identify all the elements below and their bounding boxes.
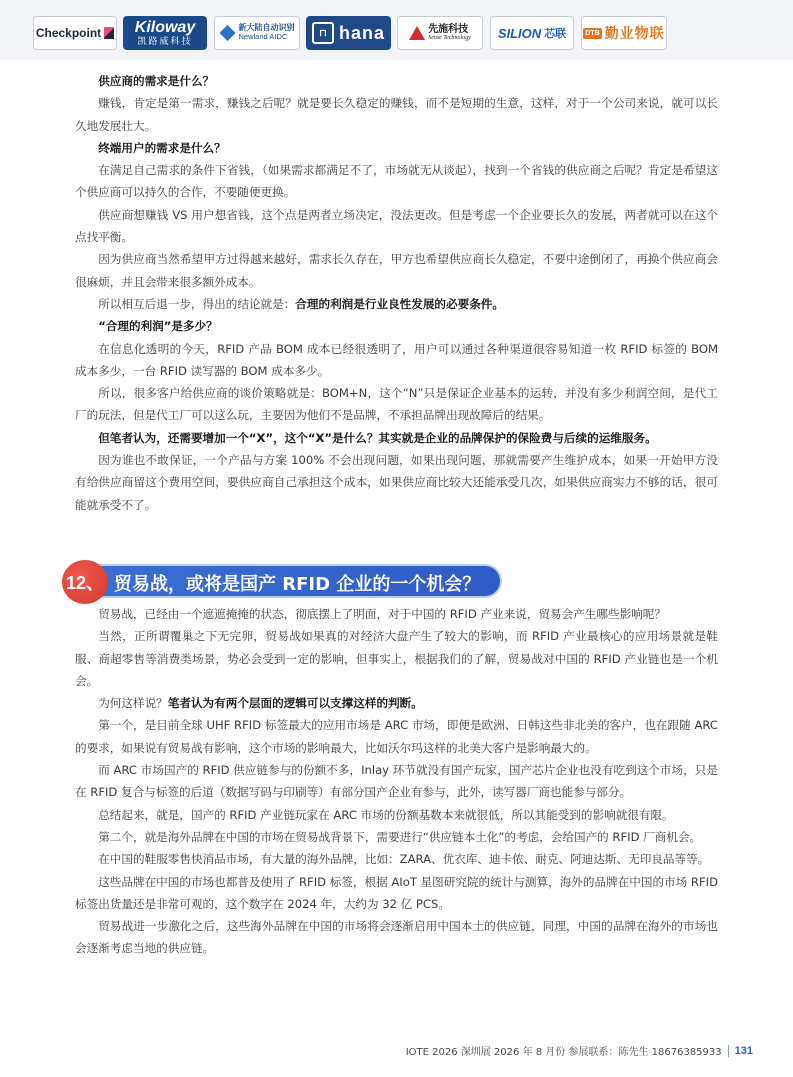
paragraph-text: 当然，正所谓覆巢之下无完卵，贸易战如果真的对经济大盘产生了较大的影响，而 RFID 产业最核心的应用场景就是鞋服、商超零售等消费类场景，势必会受到一定的影响，但事实上，根据我们的了解，贸易战对中国的 RFID 产业链也是一个机会。: [75, 629, 718, 688]
subheading: “合理的利润”是多少？: [98, 319, 218, 334]
article-body-lower: [75, 603, 718, 960]
section-number: 12、: [62, 560, 108, 604]
subheading: 终端用户的需求是什么？: [98, 140, 226, 155]
silion-logo-cn: 芯联: [544, 28, 567, 40]
dtb-logo[interactable]: [581, 16, 667, 50]
paragraph-text: 这些品牌在中国的市场也都普及使用了 RFID 标签，根据 AIoT 星图研究院的统计与测算，海外的品牌在中国的市场 RFID 标签出货量还是非常可观的，这个数字在 2024 年，大约为 32 亿 PCS。: [75, 874, 719, 911]
hana-logo[interactable]: [306, 16, 391, 50]
paragraph: [75, 248, 718, 293]
paragraph: [75, 92, 718, 137]
silion-logo[interactable]: [490, 16, 574, 50]
paragraph: [75, 714, 718, 759]
footer-exhibition-info: IOTE 2026 深圳展 2026 年 8 月份 参展联系：陈先生 18676385933: [405, 1047, 722, 1058]
newland-mark-icon: [220, 25, 236, 41]
dtb-logo-cn: 勤业物联: [604, 26, 665, 42]
paragraph-text: 总结起来，就是，国产的 RFID 产业链玩家在 ARC 市场的份额基数本来就很低，所以其能受到的影响就很有限。: [98, 807, 674, 822]
paragraph: [75, 625, 718, 692]
hana-logo-text: hana: [338, 22, 385, 43]
paragraph: [75, 804, 718, 826]
checkpoint-logo-text: Checkpoint: [35, 26, 102, 40]
newland-logo[interactable]: [214, 16, 300, 50]
subheading: 但笔者认为，还需要增加一个“X”，这个“X”是什么？其实就是企业的品牌保护的保险费与后续的运维服务。: [98, 430, 657, 445]
paragraph-text: 第二个，就是海外品牌在中国的市场在贸易战背景下，需要进行“供应链本土化”的考虑，会给国产的 RFID 厂商机会。: [98, 829, 702, 844]
paragraph-text: 在中国的鞋服零售快消品市场，有大量的海外品牌，比如：ZARA、优衣库、迪卡侬、耐克、阿迪达斯、无印良品等等。: [98, 852, 710, 867]
newland-logo-en: Newland AIDC: [238, 32, 288, 42]
checkpoint-mark-icon: [104, 27, 114, 39]
paragraph: [75, 603, 718, 625]
paragraph: [75, 204, 718, 249]
paragraph-text: 贸易战进一步激化之后，这些海外品牌在中国的市场将会逐渐启用中国本土的供应链，同理，中国的品牌在海外的市场也会逐渐考虑当地的供应链。: [75, 919, 718, 956]
paragraph: [75, 382, 718, 427]
page-number: 131: [734, 1044, 753, 1057]
page-footer: [406, 1043, 753, 1058]
paragraph-text: 所以，很多客户给供应商的谈价策略就是：BOM+N，这个“N”只是保证企业基本的运转，并没有多少利润空间，是代工厂的玩法，但是代工厂可以这么玩，主要因为他们不是品牌，不承担品牌出现故障后的结果。: [75, 386, 718, 423]
paragraph: [75, 692, 718, 714]
hana-mark-icon: ⊓: [312, 22, 334, 44]
paragraph-text: 供应商想赚钱 VS 用户想省钱，这个点是两者立场决定，没法更改。但是考虑一个企业要长久的发展，两者就可以在这个点找平衡。: [75, 207, 718, 245]
paragraph: [75, 338, 718, 383]
paragraph-text: 在信息化透明的今天，RFID 产品 BOM 成本已经很透明了，用户可以通过各种渠道很容易知道一枚 RFID 标签的 BOM 成本多少，一台 RFID 读写器的 BOM 成本多少。: [75, 341, 718, 378]
silion-logo-text: SILION: [497, 25, 542, 41]
paragraph: [75, 449, 718, 516]
subheading: 供应商的需求是什么？: [98, 74, 215, 88]
paragraph-text: 因为谁也不敢保证，一个产品与方案 100% 不会出现问题，如果出现问题，那就需要产生维护成本，如果一开始甲方没有给供应商留这个费用空间，要供应商自己承担这个成本，如果供应商比较大还能承受几次，如果供应商实力不够的话，很可能就承受不了。: [75, 453, 718, 512]
sense-logo[interactable]: [397, 16, 483, 50]
dtb-badge: DTB: [585, 29, 600, 37]
section-header: [62, 560, 502, 604]
footer-divider: [728, 1045, 729, 1057]
sponsor-logo-bar: [0, 0, 793, 60]
paragraph: [75, 159, 718, 204]
kiloway-logo-cn: 凯路威科技: [137, 36, 193, 47]
paragraph: [75, 848, 718, 870]
paragraph-text: 在满足自己需求的条件下省钱，（如果需求都满足不了，市场就无从谈起），找到一个省钱的供应商之后呢？肯定是希望这个供应商可以持久的合作，不要随便更换。: [75, 163, 718, 200]
paragraph: [75, 826, 718, 848]
paragraph-text: 所以相互后退一步，得出的结论就是：: [98, 296, 296, 311]
article-body-upper: [75, 70, 718, 516]
paragraph-text: 因为供应商当然希望甲方过得越来越好，需求长久存在，甲方也希望供应商长久稳定，不要中途倒闭了，再换个供应商会很麻烦，并且会带来很多额外成本。: [75, 252, 718, 289]
paragraph: [75, 293, 718, 315]
paragraph: [75, 871, 718, 916]
checkpoint-logo[interactable]: [33, 16, 117, 50]
paragraph: [75, 915, 718, 960]
sense-logo-en: Sense Technology: [428, 35, 471, 42]
paragraph-text: 赚钱，肯定是第一需求，赚钱之后呢？就是要长久稳定的赚钱，而不是短期的生意，这样，对于一个公司来说，就可以长久地发展壮大。: [75, 96, 718, 133]
newland-logo-cn: 新大陆自动识别: [238, 23, 295, 33]
sense-logo-cn: 先施科技: [428, 24, 469, 36]
paragraph-text: 而 ARC 市场国产的 RFID 供应链参与的份额不多，Inlay 环节就没有国产玩家，国产芯片企业也没有吃到这个市场，只是在 RFID 复合与标签的后道（数据写码与印刷等）有部分国产企业有参与，此外，读写器厂商也能参与部分。: [75, 763, 718, 800]
paragraph: [75, 759, 718, 804]
section-title: 贸易战，或将是国产 RFID 企业的一个机会？: [114, 574, 481, 595]
paragraph-text: 第一个，是目前全球 UHF RFID 标签最大的应用市场是 ARC 市场，即便是欧洲、日韩这些非北美的客户，也在跟随 ARC 的要求，如果说有贸易战有影响，这个市场的影响最大，比如沃尔玛这样的北美大客户是影响最大的。: [75, 718, 718, 755]
emphasis-text: 笔者认为有两个层面的逻辑可以支撑这样的判断。: [167, 696, 423, 711]
sense-mark-icon: [409, 26, 425, 40]
kiloway-logo-text: Kiloway: [134, 18, 196, 36]
paragraph-text: 为何这样说？: [98, 696, 168, 711]
kiloway-logo[interactable]: [123, 16, 207, 50]
emphasis-text: 合理的利润是行业良性发展的必要条件。: [295, 296, 504, 311]
paragraph-text: 贸易战，已经由一个遮遮掩掩的状态，彻底摆上了明面，对于中国的 RFID 产业来说，贸易会产生哪些影响呢？: [98, 607, 666, 621]
